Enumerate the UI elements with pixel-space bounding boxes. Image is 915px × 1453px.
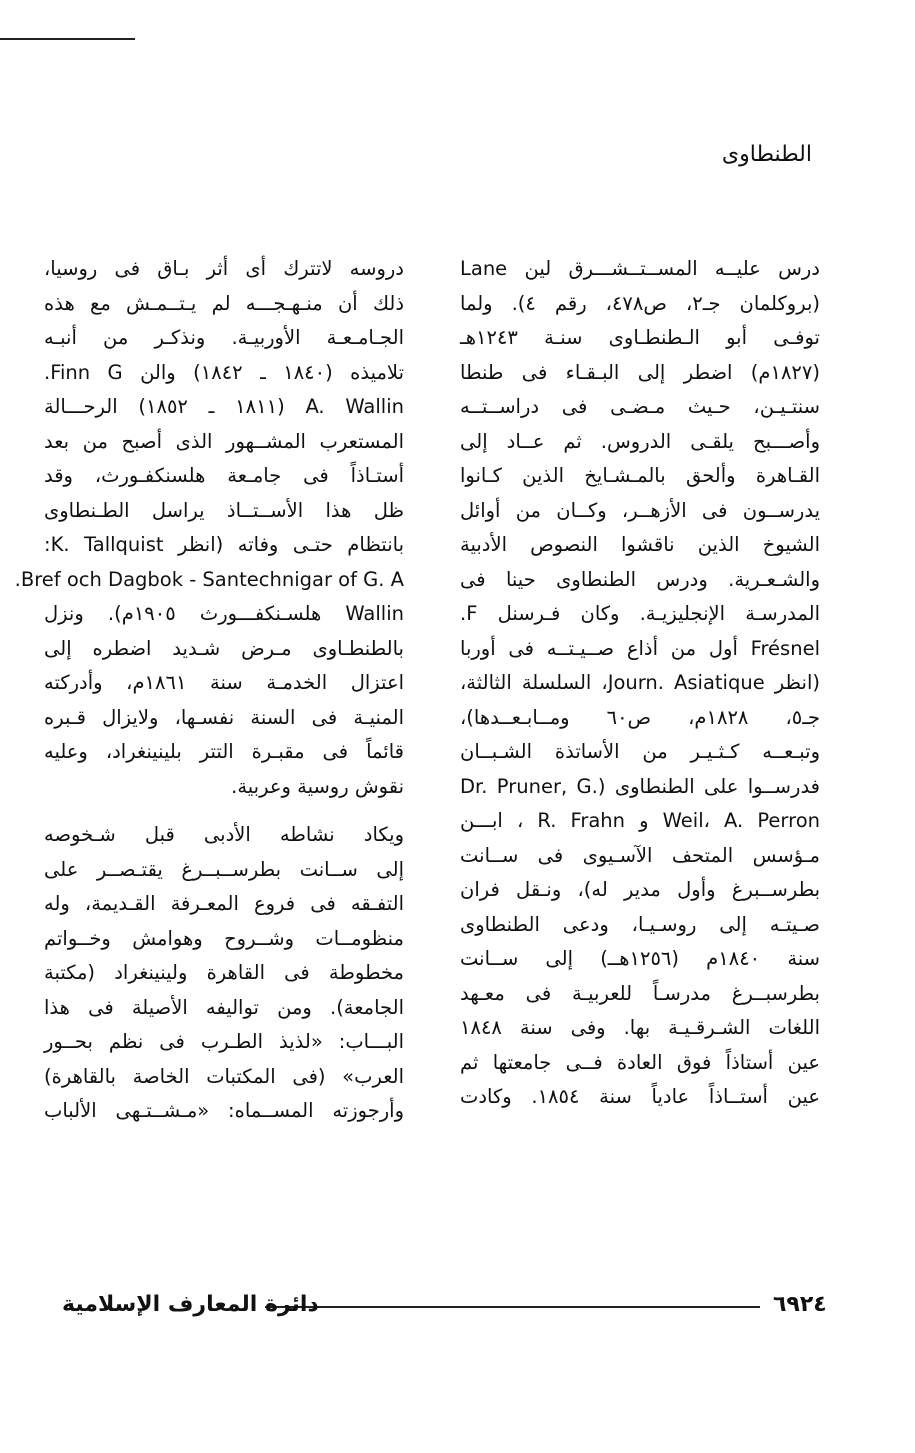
- text-line: اللغات الشـرقـيـة بها. وفى سنة ١٨٤٨: [460, 1016, 820, 1039]
- page-number: ٦٩٢٤: [773, 1292, 827, 1317]
- text-line: Wallin هلسـنكفـــورث ١٩٠٥م). ونزل: [44, 602, 404, 625]
- text-line: المستعرب المشــهور الذى أصبح من بعد: [44, 429, 404, 453]
- text-line: بانتظام حتـى وفاته (انظر K. Tallquist:: [44, 533, 404, 556]
- text-line: الجـامـعـة الأوربيـة. ونذكـر من أنبـه: [44, 326, 404, 349]
- text-line: بطرســبرغ وأول مدير له)، ونـقل فران: [460, 878, 820, 901]
- text-line: الجامعة). ومن تواليفه الأصيلة فى هذا: [44, 995, 404, 1019]
- footer-rule: [265, 1306, 760, 1308]
- paragraph: [44, 818, 404, 1129]
- left-column: [14, 252, 404, 1129]
- text-line: Bref och Dagbok - Santechnigar of G. A.: [14, 567, 404, 591]
- text-line: عين أستاذاً فوق العادة فــى جامعتها ثم: [460, 1050, 820, 1074]
- text-line: مـؤسس المتحف الآسـيوى فى ســانت: [460, 843, 820, 867]
- top-corner-rule: [0, 38, 135, 40]
- text-line: بطرسبــرغ مدرسـاً للعربيـة فى معـهد: [460, 981, 820, 1005]
- text-line: إلى ســانت بطرســبــرغ يقتـصــر على: [44, 857, 404, 881]
- text-line: الشيوخ الذين ناقشوا النصوص الأدبية: [460, 533, 820, 556]
- text-line: (بروكلمان جـ٢، ص٤٧٨، رقم ٤). ولما: [460, 291, 821, 315]
- text-line: تلاميذه (١٨٤٠ ـ ١٨٤٢) والن Finn G.: [44, 360, 404, 384]
- right-column: [460, 252, 820, 1115]
- text-line: نقوش روسية وعربية.: [231, 774, 404, 798]
- text-line: Frésnel أول من أذاع صــيـتــه فى أوربا: [460, 636, 820, 660]
- text-line: والشـعـرية. ودرس الطنطاوى حينا فى: [460, 567, 820, 591]
- text-line: وأصـــبح يلقـى الدروس. ثم عــاد إلى: [460, 429, 820, 453]
- text-line: (١٨٢٧م) اضطر إلى البـقـاء فى طنطا: [460, 360, 820, 384]
- text-line: وتبـعــه كـثـيـر من الأساتذة الشـبــان: [460, 740, 820, 763]
- text-line: اعتزال الخدمـة سنة ١٨٦١م، وأدركته: [44, 671, 404, 694]
- text-line: A. Wallin (١٨١١ ـ ١٨٥٢) الرحـــالة: [44, 395, 404, 418]
- text-line: بالطنطـاوى مـرض شـديد اضطره إلى: [44, 636, 404, 660]
- text-line: وأرجوزته المســماه: «مـشــتـهى الألباب: [44, 1099, 404, 1122]
- text-line: البـــاب: «لذيذ الطـرب فى نظم بحــور: [44, 1030, 404, 1053]
- text-line: جـ٥، ١٨٢٨م، ص٦٠ ومــابـعــدها)،: [460, 705, 821, 729]
- running-header-title: الطنطاوى: [721, 142, 812, 167]
- text-line: صـيتـه إلى روسـيـا، ودعى الطنطاوى: [460, 912, 820, 936]
- text-line: ويكاد نشاطه الأدبى قبل شـخوصه: [44, 823, 404, 846]
- publication-title: دائرة المعارف الإسلامية: [62, 1292, 319, 1317]
- text-line: المنيـة فى السنة نفسـها، ولايزال قـبره: [44, 705, 404, 729]
- paragraph: [14, 252, 404, 804]
- text-line: ذلك أن منـهـجـــه لم يـتــمـش مع هذه: [44, 291, 404, 315]
- text-line: دروسه لاتترك أى أثر بـاق فى روسيا،: [44, 257, 404, 280]
- text-line: المدرسـة الإنجليزيـة. وكان فـرسنل F.: [460, 602, 820, 625]
- text-line: عين أستــاذاً عادياً سنة ١٨٥٤. وكادت: [460, 1085, 820, 1108]
- text-line: مخطوطة فى القاهرة ولينينغراد (مكتبة: [44, 961, 404, 984]
- text-line: قائماً فى مقبـرة التتر بلينينغراد، وعليه: [44, 740, 404, 763]
- text-line: سنتـيـن، حـيث مـضـى فى دراســتــه: [460, 395, 820, 418]
- text-line: توفـى أبو الـطنطـاوى سنـة ١٢٤٣هـ: [460, 326, 820, 349]
- text-line: القـاهرة وألحق بالمـشـايخ الذين كـانوا: [460, 464, 820, 487]
- text-line: يدرســون فى الأزهــر، وكــان من أوائل: [460, 498, 820, 522]
- text-line: فدرســوا على الطنطاوى (.Dr. Pruner, G: [460, 774, 820, 798]
- text-line: سنة ١٨٤٠م (١٢٥٦هــ) إلى ســانت: [460, 947, 820, 970]
- text-line: التفـقه فى فروع المعـرفة القـديمة، وله: [44, 892, 404, 915]
- text-line: درس عليــه المســتــشـــرق لين Lane: [460, 257, 820, 280]
- text-line: (انظر Journ. Asiatique، السلسلة الثالثة،: [460, 671, 820, 694]
- text-line: العرب» (فى المكتبات الخاصة بالقاهرة): [44, 1064, 404, 1088]
- text-line: أستـاذاً فى جامـعة هلسنكفـورث، وقد: [44, 464, 404, 487]
- text-line: ظل هذا الأســتــاذ يراسل الطـنطاوى: [44, 498, 404, 522]
- text-line: Weil، A. Perron و R. Frahn ، ابـــن: [460, 809, 820, 832]
- text-line: منظومــات وشــروح وهوامش وخــواتم: [44, 926, 404, 950]
- paragraph-gap: [44, 804, 404, 818]
